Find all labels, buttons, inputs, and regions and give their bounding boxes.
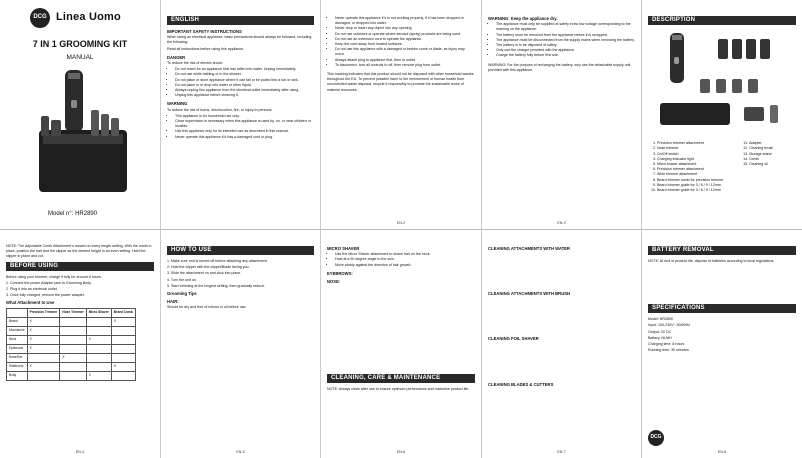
- table-header: [7, 308, 28, 317]
- table-cell: [60, 344, 86, 353]
- safety-title: IMPORTANT SAFETY INSTRUCTIONS: [167, 29, 242, 34]
- table-cell: [60, 362, 86, 371]
- table-cell: [60, 371, 86, 380]
- description-heading: DESCRIPTION: [648, 16, 796, 25]
- grooming-kit-illustration: [35, 70, 130, 205]
- list-item: • Never drop or insert any object into any opening.: [335, 26, 475, 31]
- page-number: EN-6: [396, 449, 406, 454]
- list-item: • The appliance must be disconnected from the supply mains when removing the battery.: [496, 38, 635, 43]
- table-cell: X: [111, 362, 135, 371]
- battery-warning-panel: [482, 0, 641, 229]
- list-item: • Use this appliance only for its intended use as described in this manual.: [175, 129, 314, 134]
- list-item: 3. On/Off switch: [657, 152, 732, 157]
- list-item: • To disconnect, turn all controls to off, then remove plug from outlet.: [335, 63, 475, 68]
- safety-intro: When using an electrical appliance, basic precautions should always be followed, including the following:: [167, 35, 312, 45]
- eyebrows-title: EYEBROWS:: [327, 270, 353, 276]
- spec-line: Running time: 30 minutes: [648, 348, 689, 353]
- cover-title: 7 IN 1 GROOMING KIT: [32, 39, 128, 49]
- before-using-panel: [0, 230, 160, 458]
- english-panel: [161, 0, 320, 229]
- table-row: [7, 344, 136, 353]
- list-item: • Always unplug this appliance from the electrical outlet immediately after using.: [175, 88, 314, 93]
- step: 3. Once fully charged, remove the power adapter.: [6, 293, 85, 298]
- table-cell: [86, 326, 111, 335]
- read-line: Read all instructions before using this appliance.: [167, 46, 245, 51]
- table-cell: X: [27, 362, 60, 371]
- nose-title: NOSE:: [327, 279, 341, 285]
- hair-title: HAIR:: [167, 299, 179, 305]
- list-item: • Never operate this appliance if it is not working properly, if it has been dropped or damaged, or dropped into water.: [335, 16, 475, 26]
- hair-tip: Should be dry and free of lotions or oil before use.: [167, 305, 247, 310]
- table-cell: Neck: [7, 335, 28, 344]
- table-row: [7, 371, 136, 380]
- dcg-logo: DCG: [30, 8, 50, 28]
- table-cell: [60, 326, 86, 335]
- micro-shaver-heading: MICRO SHAVER: [327, 246, 360, 251]
- list-item: • Unplug this appliance before cleaning it.: [175, 93, 314, 98]
- list-item: 10. Beard trimmer guide for 3 / 6 / 9 / 12mm: [657, 188, 732, 193]
- table-cell: X: [60, 353, 86, 362]
- page-number: EN-8: [717, 449, 727, 454]
- spec-line: Charging time: 8 hours: [648, 342, 685, 347]
- table-cell: Eyebrows: [7, 344, 28, 353]
- list-item: 1. Precision trimmer attachment: [657, 141, 732, 146]
- brand-block: [30, 8, 121, 28]
- danger-intro: To reduce the risk of electric shock:: [167, 61, 224, 66]
- list-item: • Close supervision is necessary when this appliance is used by, on, or near children or invalids.: [175, 119, 314, 129]
- table-row: [7, 362, 136, 371]
- step: 2. Plug it into an electrical outlet.: [6, 287, 58, 292]
- list-item: 15. Cleaning oil: [749, 162, 796, 167]
- list-item: 4. Charging indicator light: [657, 157, 732, 162]
- list-item: • Do not place in or drop into water or other liquid.: [175, 83, 314, 88]
- list-item: 5. Micro shaver attachment: [657, 162, 732, 167]
- spec-line: Input: 100-240V~ 50/60Hz: [648, 323, 691, 328]
- warning-intro: To reduce the risk of burns, electrocution, fire, or injury to persons:: [167, 107, 273, 112]
- page-number: EN-5: [236, 449, 245, 454]
- list-item: • Do not use an extension cord to operate the appliance.: [335, 37, 475, 42]
- list-item: • Do not use outdoors or operate where aerosol (spray) products are being used.: [335, 32, 475, 37]
- page-number: EN-7: [557, 449, 566, 454]
- step: 1. Make sure unit is turned off before attaching any attachment.: [167, 259, 268, 263]
- table-cell: Sideburns: [7, 362, 28, 371]
- list-item: 12. Cleaning brush: [749, 146, 796, 151]
- cleaning-section: CLEANING ATTACHMENTS WITH WATER: [488, 246, 570, 251]
- how-to-use-panel: [161, 230, 320, 458]
- table-cell: X: [27, 317, 60, 326]
- list-item: • Do not use while bathing or in the shower.: [175, 72, 314, 77]
- list-item: • Charge the battery fully before first use.: [496, 53, 635, 58]
- list-item: • The appliance must only be supplied at safety extra low voltage corresponding to the marking on the appliance.: [496, 22, 635, 32]
- table-row: [7, 335, 136, 344]
- table-cell: Beard: [7, 317, 28, 326]
- table-header: Precision Trimmer: [27, 308, 60, 317]
- attachment-table-title: What Attachment to Use: [6, 300, 55, 306]
- table-cell: X: [111, 317, 135, 326]
- dcg-logo-small: DCG: [648, 430, 664, 446]
- cleaning-section: CLEANING ATTACHMENTS WITH BRUSH: [488, 291, 571, 297]
- charger-note: WARNING: For the purpose of recharging the battery, only use the detachable supply unit provided with this appliance.: [488, 62, 631, 72]
- specifications-heading: SPECIFICATIONS: [648, 304, 796, 313]
- list-item: 9. Beard trimmer guide for 3 / 6 / 9 / 12mm: [657, 183, 732, 188]
- list-item: • Hold at a 90 degree angle to the skin.: [335, 257, 475, 262]
- parts-list-left: [648, 141, 732, 193]
- table-cell: [111, 353, 135, 362]
- step: 3. Slide the attachment on and click into place.: [167, 271, 242, 276]
- battery-removal-panel: [642, 230, 802, 458]
- list-item: • Do not place or store appliance where it can fall or be pulled into a tub or sink.: [175, 78, 314, 83]
- table-row: [7, 353, 136, 362]
- step: 5. Start trimming at the longest setting, then gradually reduce.: [167, 283, 266, 288]
- warning-list: [167, 114, 314, 140]
- step: 4. Turn the unit on.: [167, 277, 197, 282]
- list-item: • Do not use this appliance with a damaged or broken comb or blade, as injury may occur.: [335, 47, 475, 57]
- parts-illustration: [648, 29, 796, 139]
- micro-shaver-list: [327, 252, 475, 268]
- spec-line: Output: 3V DC: [648, 329, 672, 334]
- micro-shaver-panel: [321, 230, 481, 458]
- table-cell: X: [27, 326, 60, 335]
- table-cell: [60, 317, 86, 326]
- list-item: • Never operate this appliance if it has a damaged cord or plug.: [175, 135, 314, 140]
- table-header: Nose Trimmer: [60, 308, 86, 317]
- cover-panel: [0, 0, 160, 229]
- table-cell: X: [86, 371, 111, 380]
- cleaning-heading: CLEANING, CARE & MAINTENANCE: [327, 374, 475, 383]
- list-item: • This appliance is for household use only.: [175, 114, 314, 119]
- list-item: 2. Nose trimmer: [657, 146, 732, 151]
- list-item: • Always attach plug to appliance first, then to outlet.: [335, 58, 475, 63]
- before-using-text: Before using your trimmer, charge it fully for around 8 hours.: [6, 274, 102, 279]
- list-item: • Use the Micro Shaver attachment to shave hair on the neck.: [335, 252, 475, 257]
- safety-continued-panel: [321, 0, 481, 229]
- cover-subtitle: MANUAL: [66, 54, 94, 61]
- table-header-row: [7, 308, 136, 317]
- spec-line: Battery: Ni-MH: [648, 335, 672, 340]
- cleaning-panel: [482, 230, 641, 458]
- cleaning-text: NOTE: Always clean after use to ensure optimum performance and maximise product life.: [327, 387, 470, 392]
- step: 1. Connect the power Adapter jack to Grooming Body.: [6, 280, 92, 285]
- battery-removal-heading: BATTERY REMOVAL: [648, 246, 796, 255]
- warning-title: WARNING: Keep the appliance dry.: [488, 16, 558, 21]
- table-cell: X: [86, 335, 111, 344]
- table-cell: [60, 335, 86, 344]
- list-item: 6. Precision trimmer attachment: [657, 167, 732, 172]
- page-number: EN-2: [396, 220, 406, 225]
- grooming-tips-title: Grooming Tips: [167, 291, 197, 297]
- list-item: 14. Comb: [749, 157, 796, 162]
- before-using-heading: BEFORE USING: [6, 262, 154, 271]
- table-cell: [111, 335, 135, 344]
- table-cell: X: [27, 344, 60, 353]
- table-row: [7, 317, 136, 326]
- table-cell: Moustache: [7, 326, 28, 335]
- danger-list: [167, 67, 314, 98]
- description-panel: [642, 0, 802, 229]
- list-item: • The battery is to be disposed of safely.: [496, 43, 635, 48]
- list-item: 13. Storage stand: [749, 152, 796, 157]
- table-cell: X: [27, 335, 60, 344]
- table-cell: [111, 344, 135, 353]
- list-item: • Move slowly against the direction of hair growth.: [335, 263, 475, 268]
- model-number: Model n°: HR2890: [48, 211, 98, 217]
- table-row: [7, 326, 136, 335]
- list-item: 7. Wide trimmer attachment: [657, 172, 732, 177]
- spec-line: Model: HR2890: [648, 317, 673, 322]
- list-item: 8. Beard trimmer comb for precision trimmer: [657, 178, 732, 183]
- battery-removal-text: NOTE: At end of product life, dispose of batteries according to local regulations.: [648, 259, 775, 263]
- cleaning-section: CLEANING BLADES & CUTTERS: [488, 381, 554, 387]
- parts-lists: [648, 141, 796, 193]
- table-cell: Nose/Ear: [7, 353, 28, 362]
- table-cell: [86, 344, 111, 353]
- disposal-note: This marking indicates that this product should not be disposed with other household wastes throughout the EU. To prevent possible harm to the environment or human health from uncontrolled waste disposal, recycle it responsibly to promote the sustainable reuse of material resources.: [327, 72, 474, 92]
- list-item: • The battery must be removed from the appliance before it is scrapped.: [496, 33, 635, 38]
- cleaning-section: CLEANING FOIL SHAVER: [488, 336, 539, 342]
- page-number: EN-3: [557, 220, 566, 225]
- danger-title: DANGER: [167, 54, 186, 60]
- list-item: • Do not reach for an appliance that has fallen into water. Unplug immediately.: [175, 67, 314, 72]
- comb-note: NOTE: The Adjustable Comb Attachment's moved on every length setting. With the comb in place, position the hair and the clipper as the desired height in an even setting. Hold the clipper in place and cut.: [6, 244, 152, 259]
- table-header: Micro Shaver: [86, 308, 111, 317]
- table-cell: [111, 326, 135, 335]
- table-cell: [86, 362, 111, 371]
- list-item: • Keep the cord away from heated surfaces.: [335, 42, 475, 47]
- table-cell: [111, 371, 135, 380]
- english-heading: ENGLISH: [167, 16, 314, 25]
- table-cell: [86, 353, 111, 362]
- brand-name: Linea Uomo: [56, 11, 121, 24]
- battery-warning-list: [488, 22, 635, 58]
- table-cell: [27, 371, 60, 380]
- step: 2. Hold the clipper with the clipper/Blade facing you.: [167, 265, 250, 270]
- table-cell: [86, 317, 111, 326]
- warning-title: WARNING: [167, 101, 188, 107]
- table-cell: [27, 353, 60, 362]
- parts-list-right: [738, 141, 796, 193]
- list-item: • Only use the charger provided with the appliance.: [496, 48, 635, 53]
- table-header: Beard Comb: [111, 308, 135, 317]
- table-cell: Body: [7, 371, 28, 380]
- page-number: EN-4: [75, 449, 85, 454]
- how-to-use-heading: HOW TO USE: [167, 246, 314, 255]
- list-item: 11. Adapter: [749, 141, 796, 146]
- attachment-table: [6, 308, 136, 381]
- safety-list: [327, 16, 475, 68]
